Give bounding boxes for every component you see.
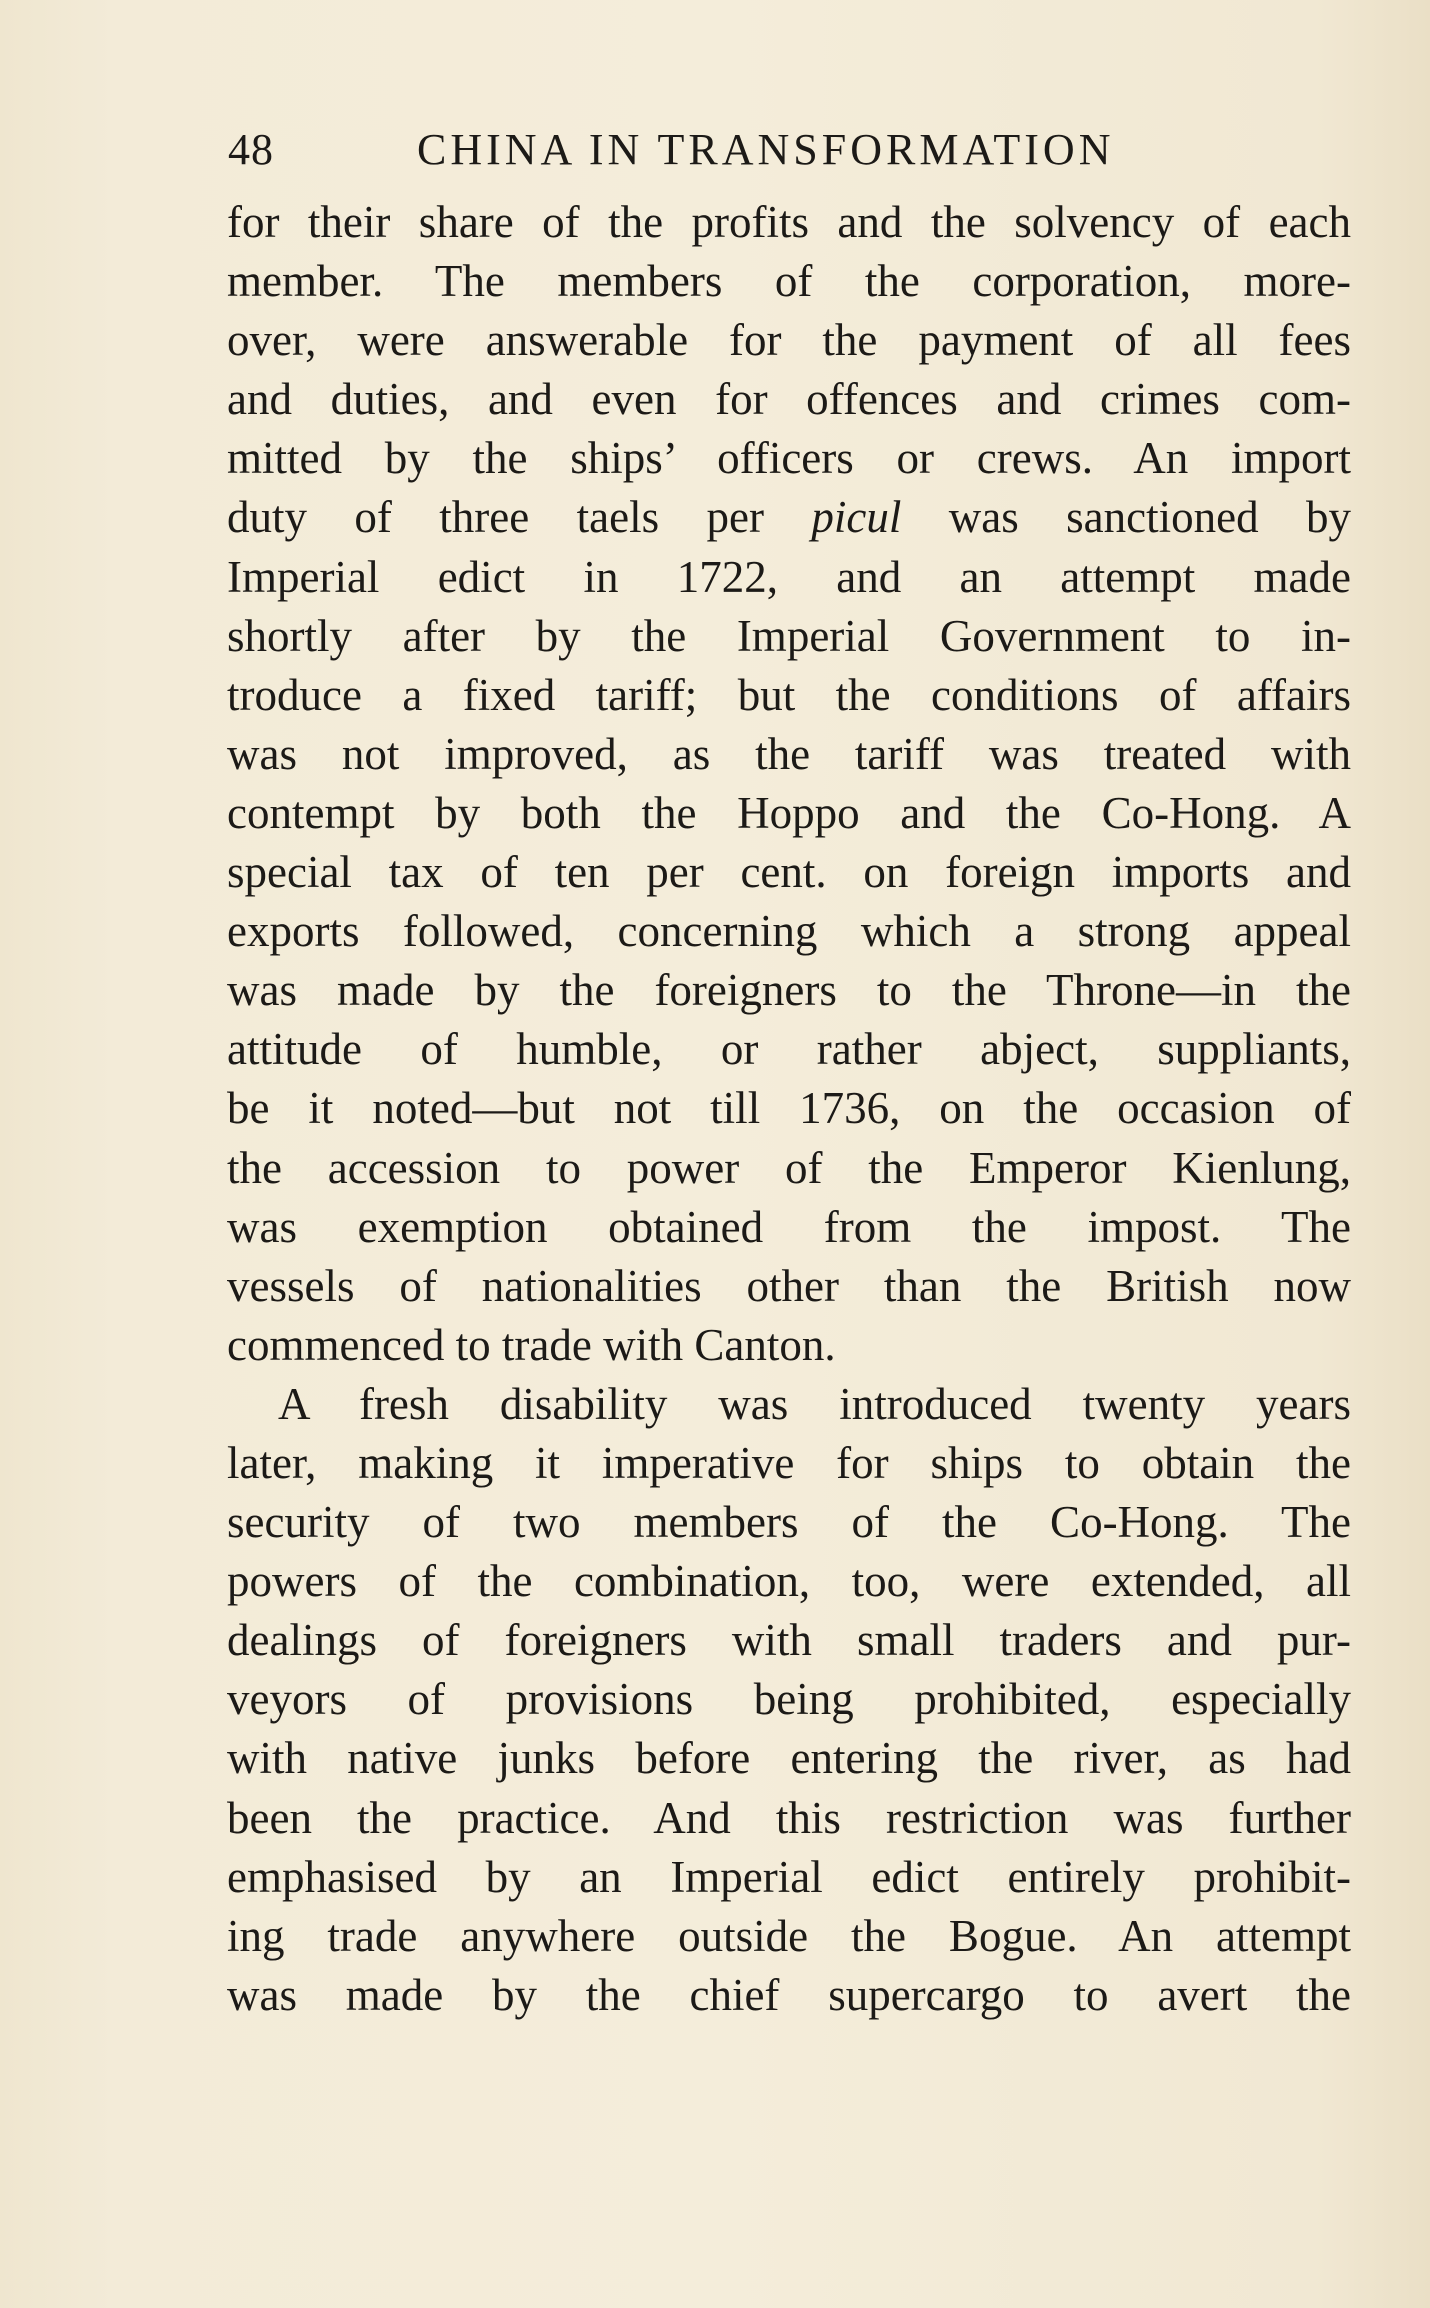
text-line: security of two members of the Co-Hong. The — [227, 1497, 1351, 1548]
text-line: member. The members of the corporation, more- — [227, 256, 1351, 307]
text-line: was exemption obtained from the impost. The — [227, 1201, 1351, 1252]
text-line: powers of the combination, too, were extended, all — [227, 1556, 1351, 1607]
text-line: with native junks before entering the river, as had — [227, 1733, 1351, 1784]
text-line-part: was sanctioned by — [948, 492, 1351, 543]
text-line-part: duty of three taels per — [227, 492, 764, 543]
text-line: Imperial edict in 1722, and an attempt made — [227, 551, 1351, 602]
text-line: exports followed, concerning which a strong appeal — [227, 906, 1351, 957]
text-line: over, were answerable for the payment of all fees — [227, 315, 1351, 366]
text-line: shortly after by the Imperial Government to in- — [227, 610, 1351, 661]
text-line: contempt by both the Hoppo and the Co-Hong. A — [227, 787, 1351, 838]
body-text — [227, 193, 1351, 2025]
running-title: CHINA IN TRANSFORMATION — [417, 125, 1115, 174]
text-line: emphasised by an Imperial edict entirely prohibit- — [227, 1851, 1351, 1902]
text-line — [227, 488, 1351, 547]
page-number: 48 — [228, 125, 274, 174]
text-line: veyors of provisions being prohibited, especially — [227, 1674, 1351, 1725]
text-line: and duties, and even for offences and crimes com- — [227, 374, 1351, 425]
text-line: be it noted—but not till 1736, on the occasion of — [227, 1083, 1351, 1134]
running-head — [228, 118, 1348, 182]
text-line: was made by the chief supercargo to avert the — [227, 1969, 1351, 2020]
text-line: A fresh disability was introduced twenty years — [278, 1378, 1351, 1429]
text-line: mitted by the ships’ officers or crews. An import — [227, 433, 1351, 484]
text-line: was made by the foreigners to the Throne—in the — [227, 965, 1351, 1016]
text-line: commenced to trade with Canton. — [227, 1319, 836, 1370]
text-line: troduce a fixed tariff; but the conditions of affairs — [227, 669, 1351, 720]
text-line: the accession to power of the Emperor Kienlung, — [227, 1142, 1351, 1193]
text-line: attitude of humble, or rather abject, suppliants, — [227, 1024, 1351, 1075]
text-line: vessels of nationalities other than the British now — [227, 1260, 1351, 1311]
text-line: for their share of the profits and the solvency of each — [227, 197, 1351, 247]
text-line: special tax of ten per cent. on foreign imports and — [227, 847, 1351, 898]
text-line: ing trade anywhere outside the Bogue. An attempt — [227, 1910, 1351, 1961]
italic-term: picul — [811, 492, 902, 543]
text-line: was not improved, as the tariff was treated with — [227, 728, 1351, 779]
text-line: dealings of foreigners with small traders and pur- — [227, 1615, 1351, 1666]
text-line: later, making it imperative for ships to obtain the — [227, 1437, 1351, 1488]
text-line: been the practice. And this restriction was further — [227, 1792, 1351, 1843]
